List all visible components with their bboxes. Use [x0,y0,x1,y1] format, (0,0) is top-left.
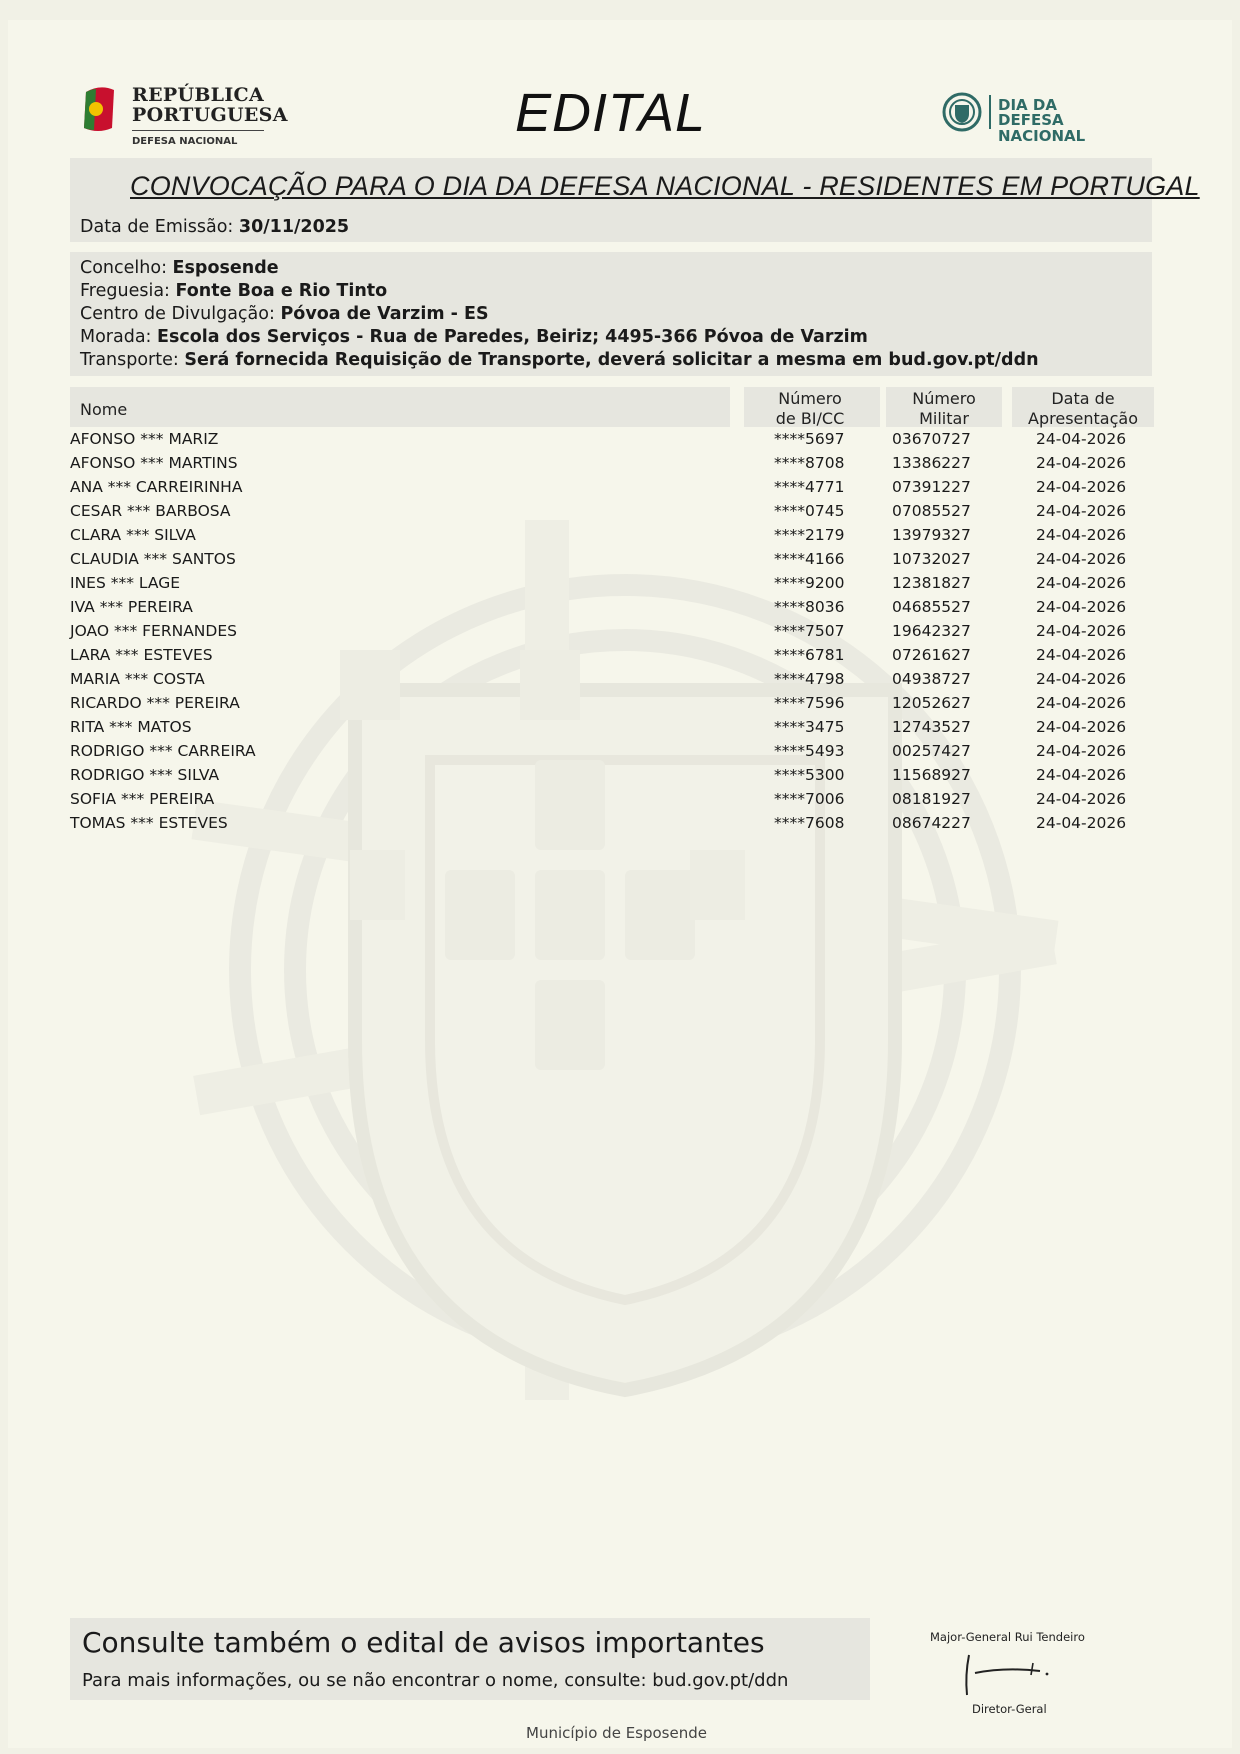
info-label: Transporte: [80,350,179,370]
cell-name: MARIA *** COSTA [70,670,205,688]
cell-date: 24-04-2026 [1036,574,1127,592]
republica-line1: REPÚBLICA [132,84,264,106]
table-row [70,430,1150,454]
cell-name: CESAR *** BARBOSA [70,502,231,520]
cell-name: TOMAS *** ESTEVES [70,814,228,832]
cell-name: RITA *** MATOS [70,718,192,736]
column-header-data-line2: Apresentação [1028,409,1138,428]
info-value: Esposende [172,258,279,278]
cell-militar: 07261627 [892,646,971,664]
column-header-data [1012,389,1154,429]
cell-name: ANA *** CARREIRINHA [70,478,243,496]
table-row [70,478,1150,502]
logo-divider [132,130,264,131]
table-row [70,694,1150,718]
column-header-nome: Nome [80,400,128,419]
table-row [70,526,1150,550]
cell-name: RICARDO *** PEREIRA [70,694,240,712]
cell-name: AFONSO *** MARTINS [70,454,238,472]
table-row [70,718,1150,742]
cell-name: LARA *** ESTEVES [70,646,213,664]
cell-militar: 10732027 [892,550,971,568]
table-row [70,742,1150,766]
table-row [70,646,1150,670]
footer-notice-title: Consulte também o edital de avisos importantes [82,1626,765,1659]
cell-date: 24-04-2026 [1036,814,1127,832]
convocation-heading: CONVOCAÇÃO PARA O DIA DA DEFESA NACIONAL - RESIDENTES EM PORTUGAL [130,171,1200,201]
cell-name: IVA *** PEREIRA [70,598,193,616]
cell-name: AFONSO *** MARIZ [70,430,219,448]
cell-bi: ****7596 [774,694,845,712]
cell-bi: ****5493 [774,742,845,760]
cell-militar: 08181927 [892,790,971,808]
cell-militar: 12381827 [892,574,971,592]
cell-militar: 12052627 [892,694,971,712]
republica-portuguesa-logo [82,80,288,160]
emission-label: Data de Emissão: [80,217,234,237]
document-title: EDITAL [515,83,707,143]
table-row [70,574,1150,598]
cell-bi: ****8036 [774,598,845,616]
cell-bi: ****3475 [774,718,845,736]
cell-date: 24-04-2026 [1036,694,1127,712]
column-header-bi-line2: de BI/CC [775,409,845,428]
cell-militar: 04938727 [892,670,971,688]
cell-bi: ****0745 [774,502,845,520]
table-row [70,502,1150,526]
cell-bi: ****4771 [774,478,845,496]
table-header-name-cell [70,387,730,427]
ddn-line2: DEFESA NACIONAL [998,111,1086,145]
info-centro [80,304,489,324]
info-freguesia [80,281,387,301]
footer-notice-subtitle: Para mais informações, ou se não encontrar o nome, consulte: bud.gov.pt/ddn [82,1670,789,1691]
cell-name: INES *** LAGE [70,574,181,592]
cell-militar: 12743527 [892,718,971,736]
info-label: Freguesia: [80,281,170,301]
info-concelho [80,258,279,278]
municipality-stamp: Município de Esposende [526,1724,707,1742]
table-row [70,790,1150,814]
table-row [70,598,1150,622]
column-header-militar-line2: Militar [919,409,969,428]
cell-date: 24-04-2026 [1036,766,1127,784]
cell-name: RODRIGO *** CARREIRA [70,742,256,760]
cell-date: 24-04-2026 [1036,622,1127,640]
column-header-bi [760,389,860,429]
cell-date: 24-04-2026 [1036,550,1127,568]
emission-date [80,217,349,237]
column-header-militar [886,389,1002,429]
cell-date: 24-04-2026 [1036,526,1127,544]
cell-date: 24-04-2026 [1036,478,1127,496]
portuguese-flag-icon [82,84,118,134]
cell-militar: 07085527 [892,502,971,520]
cell-date: 24-04-2026 [1036,670,1127,688]
column-header-bi-line1: Número [778,389,842,408]
column-header-militar-line1: Número [912,389,976,408]
table-row [70,814,1150,838]
ddn-line1: DIA DA [998,96,1057,114]
republica-line2: PORTUGUESA [132,104,288,126]
cell-militar: 13979327 [892,526,971,544]
table-row [70,622,1150,646]
cell-bi: ****4166 [774,550,845,568]
emission-value: 30/11/2025 [238,217,350,237]
cell-bi: ****4798 [774,670,845,688]
cell-bi: ****6781 [774,646,845,664]
table-row [70,550,1150,574]
cell-name: SOFIA *** PEREIRA [70,790,215,808]
table-row [70,454,1150,478]
cell-name: CLAUDIA *** SANTOS [70,550,236,568]
cell-name: CLARA *** SILVA [70,526,196,544]
cell-date: 24-04-2026 [1036,454,1127,472]
cell-militar: 19642327 [892,622,971,640]
cell-date: 24-04-2026 [1036,718,1127,736]
cell-bi: ****2179 [774,526,845,544]
cell-date: 24-04-2026 [1036,646,1127,664]
cell-date: 24-04-2026 [1036,430,1127,448]
info-label: Morada: [80,327,152,347]
info-value: Fonte Boa e Rio Tinto [175,281,388,301]
cell-militar: 00257427 [892,742,971,760]
handwritten-signature [945,1645,1065,1701]
cell-bi: ****7608 [774,814,845,832]
cell-bi: ****7006 [774,790,845,808]
cell-date: 24-04-2026 [1036,598,1127,616]
cell-militar: 04685527 [892,598,971,616]
cell-bi: ****5697 [774,430,845,448]
cell-militar: 08674227 [892,814,971,832]
dia-defesa-nacional-logo [942,92,1142,145]
cell-militar: 03670727 [892,430,971,448]
cell-name: RODRIGO *** SILVA [70,766,220,784]
signatory-role: Diretor-Geral [972,1702,1047,1716]
cell-bi: ****7507 [774,622,845,640]
column-header-data-line1: Data de [1051,389,1115,408]
defesa-nacional-label: DEFESA NACIONAL [132,136,238,147]
info-value: Será fornecida Requisição de Transporte, deverá solicitar a mesma em bud.gov.pt/ddn [184,350,1039,370]
cell-bi: ****8708 [774,454,845,472]
info-transporte [80,350,1039,370]
info-label: Concelho: [80,258,167,278]
cell-date: 24-04-2026 [1036,742,1127,760]
ddn-emblem-icon [942,92,982,132]
cell-bi: ****5300 [774,766,845,784]
cell-militar: 11568927 [892,766,971,784]
table-row [70,766,1150,790]
cell-name: JOAO *** FERNANDES [70,622,237,640]
signatory-name: Major-General Rui Tendeiro [930,1630,1085,1644]
cell-date: 24-04-2026 [1036,502,1127,520]
cell-militar: 07391227 [892,478,971,496]
cell-militar: 13386227 [892,454,971,472]
logo-separator [989,95,991,129]
cell-date: 24-04-2026 [1036,790,1127,808]
cell-bi: ****9200 [774,574,845,592]
table-row [70,670,1150,694]
info-value: Escola dos Serviços - Rua de Paredes, Beiriz; 4495-366 Póvoa de Varzim [157,327,868,347]
info-morada [80,327,868,347]
info-value: Póvoa de Varzim - ES [280,304,489,324]
info-label: Centro de Divulgação: [80,304,275,324]
